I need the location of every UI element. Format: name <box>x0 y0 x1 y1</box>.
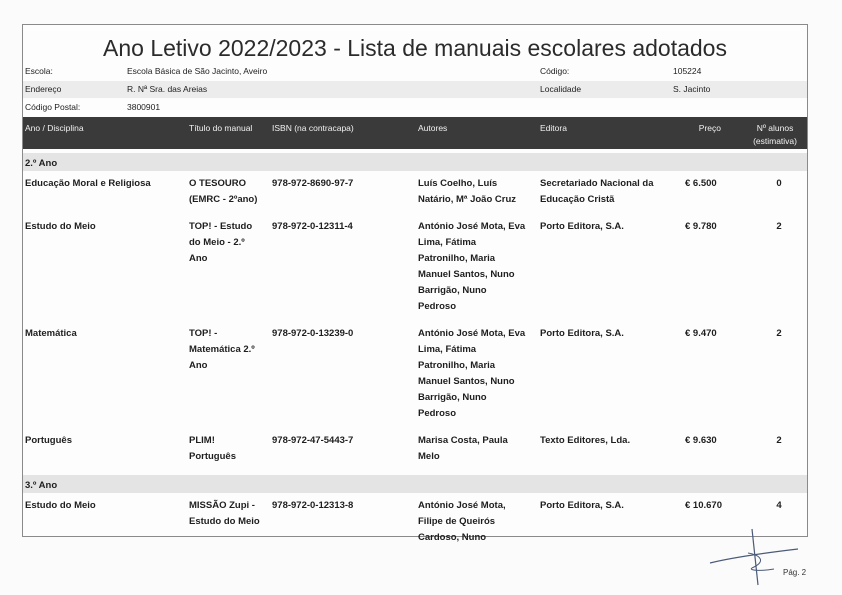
cell-disciplina: Português <box>25 435 72 446</box>
cell-autores-line: Filipe de Queirós <box>418 516 496 527</box>
cell-disciplina: Matemática <box>25 328 77 339</box>
cell-editora-line: Secretariado Nacional da <box>540 178 654 189</box>
cell-titulo-line: PLIM! <box>189 435 215 446</box>
escola-label: Escola: <box>25 66 53 76</box>
cell-titulo-line: Português <box>189 451 236 462</box>
cell-autores-line: Lima, Fátima <box>418 344 477 355</box>
cell-alunos: 0 <box>776 178 782 189</box>
cell-editora-line: Educação Cristã <box>540 194 615 205</box>
cell-disciplina: Estudo do Meio <box>25 221 96 232</box>
escola-value: Escola Básica de São Jacinto, Aveiro <box>127 66 268 76</box>
cell-autores-line: Melo <box>418 451 440 462</box>
cell-editora-line: Porto Editora, S.A. <box>540 500 624 511</box>
cell-titulo-line: Ano <box>189 253 208 264</box>
cell-alunos: 2 <box>776 221 782 232</box>
cell-autores-line: Barrigão, Nuno <box>418 392 487 403</box>
cell-titulo-line: TOP! - Estudo <box>189 221 253 232</box>
endereco-label: Endereço <box>25 84 62 94</box>
header-alunos <box>753 122 797 148</box>
header-editora: Editora <box>540 123 567 133</box>
header-alunos-line1: Nº alunos <box>756 123 794 133</box>
cell-isbn: 978-972-8690-97-7 <box>272 178 354 189</box>
cell-editora <box>540 326 672 342</box>
cell-titulo-line: O TESOURO <box>189 178 247 189</box>
header-autores: Autores <box>418 123 448 133</box>
cell-titulo-line: (EMRC - 2ºano) <box>189 194 258 205</box>
cell-autores <box>418 326 536 422</box>
cell-editora-line: Texto Editores, Lda. <box>540 435 631 446</box>
cell-preco: € 9.780 <box>685 221 717 232</box>
school-info <box>23 63 807 117</box>
info-row-escola <box>23 63 807 80</box>
document-sheet <box>22 24 808 543</box>
info-row-endereco <box>23 81 807 98</box>
header-isbn: ISBN (na contracapa) <box>272 123 354 133</box>
cell-editora <box>540 498 672 514</box>
cell-autores-line: Manuel Santos, Nuno <box>418 269 515 280</box>
cell-titulo <box>189 433 269 465</box>
cell-titulo-line: do Meio - 2.º <box>189 237 245 248</box>
codigo-value: 105224 <box>673 66 702 76</box>
cell-autores <box>418 176 536 208</box>
localidade-value: S. Jacinto <box>673 84 711 94</box>
table-row <box>23 176 807 214</box>
page-number: Pág. 2 <box>783 568 807 577</box>
cell-preco: € 9.470 <box>685 328 717 339</box>
cell-titulo <box>189 498 269 530</box>
table-row <box>23 326 807 428</box>
info-row-postal <box>23 99 807 116</box>
cell-editora-line: Porto Editora, S.A. <box>540 328 624 339</box>
cell-titulo-line: TOP! - <box>189 328 218 339</box>
cell-autores-line: Barrigão, Nuno <box>418 285 487 296</box>
cell-autores-line: António José Mota, <box>418 500 506 511</box>
cell-autores <box>418 498 536 546</box>
cell-preco: € 10.670 <box>685 500 722 511</box>
cell-autores-line: Patronilho, Maria <box>418 360 496 371</box>
cell-autores-line: Luís Coelho, Luís <box>418 178 498 189</box>
cell-autores-line: Manuel Santos, Nuno <box>418 376 515 387</box>
postal-value: 3800901 <box>127 102 161 112</box>
cell-disciplina: Estudo do Meio <box>25 500 96 511</box>
cell-autores-line: Cardoso, Nuno <box>418 532 487 543</box>
cell-titulo <box>189 176 269 208</box>
cell-editora-line: Porto Editora, S.A. <box>540 221 624 232</box>
cell-titulo <box>189 326 269 374</box>
header-disciplina: Ano / Disciplina <box>25 123 84 133</box>
cell-autores-line: Patronilho, Maria <box>418 253 496 264</box>
cell-preco: € 6.500 <box>685 178 717 189</box>
signature-mark <box>704 527 807 587</box>
cell-titulo-line: MISSÃO Zupi - <box>189 500 255 511</box>
cell-editora <box>540 219 672 235</box>
cell-disciplina: Educação Moral e Religiosa <box>25 178 151 189</box>
cell-autores-line: Natário, Mª João Cruz <box>418 194 517 205</box>
table-row <box>23 219 807 321</box>
cell-autores-line: Lima, Fátima <box>418 237 477 248</box>
cell-editora <box>540 433 672 449</box>
cell-autores <box>418 433 536 465</box>
table-row <box>23 433 807 471</box>
cell-isbn: 978-972-0-12311-4 <box>272 221 353 232</box>
cell-autores-line: Pedroso <box>418 301 457 312</box>
cell-alunos: 4 <box>776 500 782 511</box>
document-title: Ano Letivo 2022/2023 - Lista de manuais escolares adotados <box>103 35 727 61</box>
table-body <box>23 153 807 552</box>
header-alunos-line2: (estimativa) <box>753 136 797 146</box>
cell-autores-line: Pedroso <box>418 408 457 419</box>
cell-isbn: 978-972-0-12313-8 <box>272 500 354 511</box>
cell-titulo-line: Matemática 2.º <box>189 344 255 355</box>
section-header: 2.º Ano <box>23 153 807 171</box>
endereco-value: R. Nª Sra. das Areias <box>127 84 208 94</box>
cell-editora <box>540 176 672 208</box>
cell-titulo <box>189 219 269 267</box>
section-header: 3.º Ano <box>23 475 807 493</box>
cell-titulo-line: Ano <box>189 360 208 371</box>
cell-autores <box>418 219 536 315</box>
cell-autores-line: António José Mota, Eva <box>418 221 526 232</box>
cell-preco: € 9.630 <box>685 435 717 446</box>
cell-isbn: 978-972-0-13239-0 <box>272 328 354 339</box>
header-titulo: Título do manual <box>189 123 253 133</box>
header-preco: Preço <box>698 123 721 133</box>
table-header <box>23 117 807 149</box>
codigo-label: Código: <box>540 66 570 76</box>
localidade-label: Localidade <box>540 84 582 94</box>
cell-titulo-line: Estudo do Meio <box>189 516 260 527</box>
cell-alunos: 2 <box>776 328 782 339</box>
cell-alunos: 2 <box>776 435 782 446</box>
cell-autores-line: António José Mota, Eva <box>418 328 526 339</box>
cell-autores-line: Marisa Costa, Paula <box>418 435 508 446</box>
table-row <box>23 498 807 552</box>
postal-label: Código Postal: <box>25 102 81 112</box>
cell-isbn: 978-972-47-5443-7 <box>272 435 354 446</box>
